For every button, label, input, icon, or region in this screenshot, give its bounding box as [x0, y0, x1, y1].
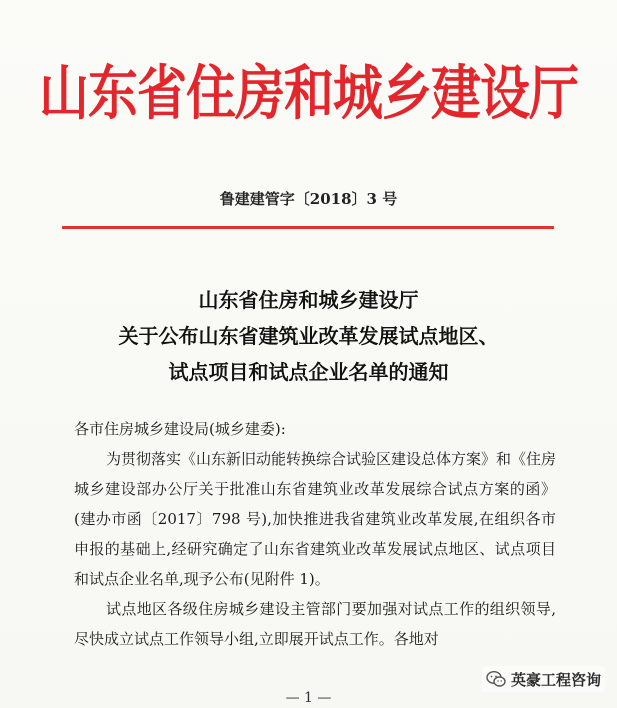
issuer-header: 山东省住房和城乡建设厅: [39, 58, 578, 128]
title-line-1: 山东省住房和城乡建设厅: [198, 288, 419, 312]
notice-title: [0, 282, 617, 390]
body-text: [74, 414, 556, 654]
watermark-text: 英豪工程咨询: [510, 670, 601, 689]
page-number: — 1 —: [285, 690, 332, 706]
addressee: 各市住房城乡建设局(城乡建委):: [74, 420, 286, 438]
document-number: 鲁建建管字〔2018〕3 号: [219, 190, 398, 208]
red-divider-line: [62, 226, 554, 229]
title-line-3: 试点项目和试点企业名单的通知: [168, 360, 449, 384]
paragraph-1: 为贯彻落实《山东新旧动能转换综合试验区建设总体方案》和《住房城乡建设部办公厅关于批准山东省建筑业改革发展综合试点方案的函》(建办市函〔2017〕798 号),加快推进我省建筑业改革发展,在组织各市申报的基础上,经研究确定了山东省建筑业改革发展试点地区、试点项目和试点企业名单,现予公布(见附件 1)。: [74, 450, 557, 588]
paragraph-2: 试点地区各级住房城乡建设主管部门要加强对试点工作的组织领导,尽快成立试点工作领导小组,立即展开试点工作。各地对: [74, 600, 556, 648]
watermark: [482, 666, 605, 692]
wechat-icon: [486, 670, 506, 688]
title-line-2: 关于公布山东省建筑业改革发展试点地区、: [118, 324, 499, 348]
